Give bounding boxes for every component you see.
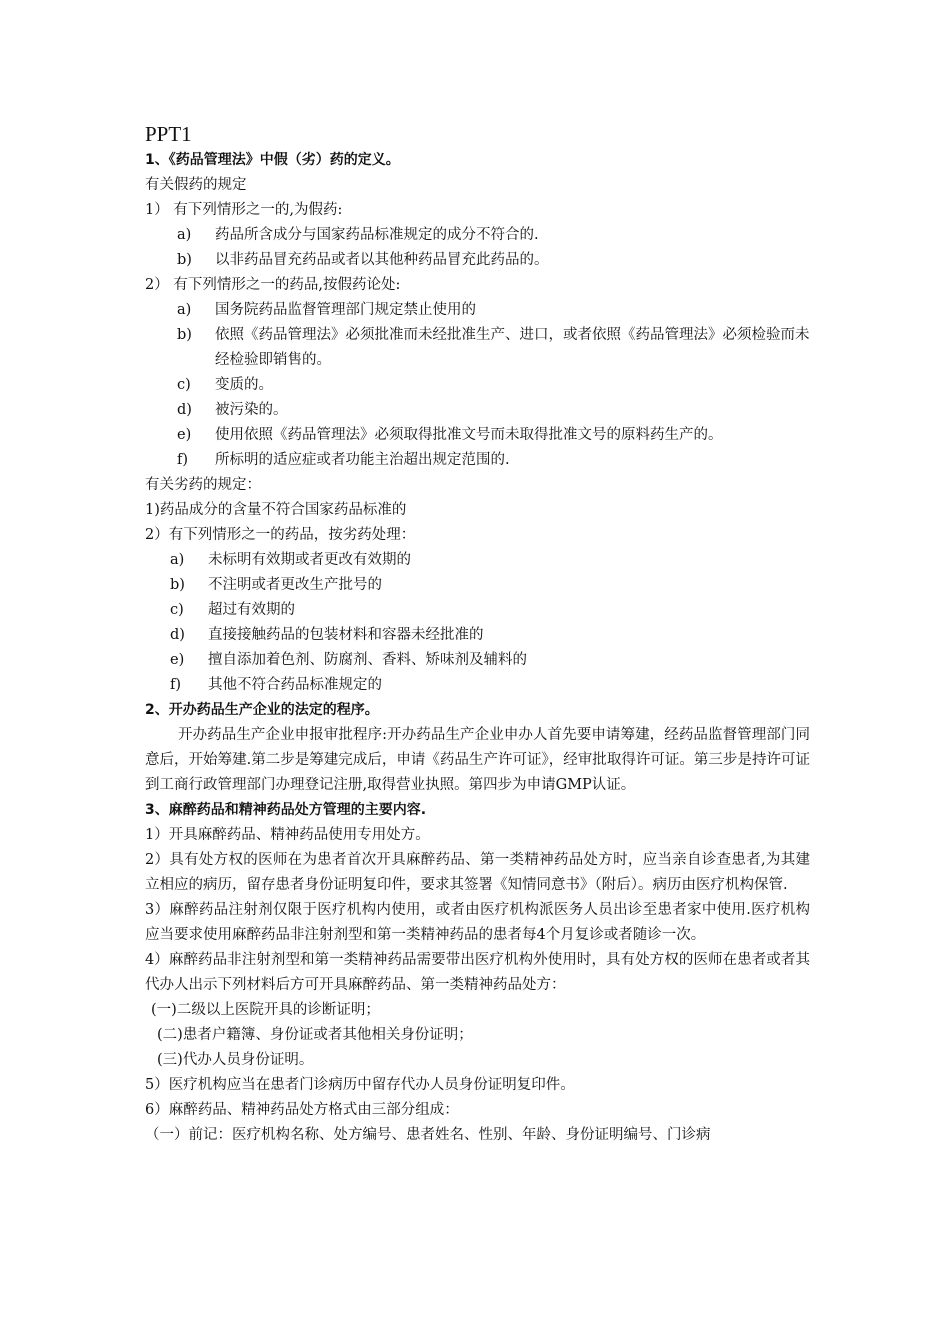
list-item-label: b): [177, 327, 192, 343]
list-item: [177, 398, 810, 423]
list-item: [170, 598, 810, 623]
section-2-heading: 2、开办药品生产企业的法定的程序。: [145, 702, 379, 718]
list-item-text: 超过有效期的: [208, 602, 295, 618]
list-item: [170, 648, 810, 673]
list-item-text: 未标明有效期或者更改有效期的: [208, 552, 411, 568]
list-item-label: c): [170, 602, 184, 618]
section-3-item-4-sub-3: (三)代办人员身份证明。: [157, 1052, 314, 1068]
inferior-drug-rule-2: 2）有下列情形之一的药品，按劣药处理：: [145, 527, 416, 543]
list-item-label: a): [177, 302, 192, 318]
list-item-text: 被污染的。: [215, 402, 288, 418]
section-2-body: 开办药品生产企业申报审批程序:开办药品生产企业申办人首先要申请筹建，经药品监督管理部门同意后，开始筹建.第二步是筹建完成后，申请《药品生产许可证》，经审批取得许可证。第三步是持许可证到工商行政管理部门办理登记注册,取得营业执照。第四步为申请GMP认证。: [145, 727, 810, 793]
list-item-label: f): [177, 452, 189, 468]
list-item-text: 直接接触药品的包装材料和容器未经批准的: [208, 627, 484, 643]
section-3-heading: 3、麻醉药品和精神药品处方管理的主要内容.: [145, 802, 427, 818]
list-item-text: 以非药品冒充药品或者以其他种药品冒充此药品的。: [215, 252, 549, 268]
list-item-label: e): [177, 427, 192, 443]
document-body: [145, 120, 810, 1148]
inferior-drug-rule-2-list: [145, 548, 810, 698]
list-item: [177, 423, 810, 448]
inferior-drug-intro: 有关劣药的规定：: [145, 477, 261, 493]
list-item-text: 依照《药品管理法》必须批准而未经批准生产、进口，或者依照《药品管理法》必须检验而未经检验即销售的。: [215, 327, 810, 368]
list-item: [170, 548, 810, 573]
list-item: [177, 323, 810, 373]
section-3-item-2: 2）具有处方权的医师在为患者首次开具麻醉药品、第一类精神药品处方时，应当亲自诊查患者,为其建立相应的病历，留存患者身份证明复印件，要求其签署《知情同意书》（附后）。病历由医疗机构保管.: [145, 852, 810, 893]
list-item: [170, 623, 810, 648]
fake-drug-rule-1-list: [145, 223, 810, 273]
document-title: PPT1: [145, 122, 192, 146]
list-item-label: e): [170, 652, 185, 668]
list-item-label: b): [170, 577, 185, 593]
list-item-text: 所标明的适应症或者功能主治超出规定范围的.: [215, 452, 510, 468]
list-item: [177, 373, 810, 398]
list-item-label: f): [170, 677, 182, 693]
section-1-heading: 1、《药品管理法》中假（劣）药的定义。: [145, 152, 400, 168]
list-item: [177, 448, 810, 473]
fake-drug-rule-2: 2） 有下列情形之一的药品,按假药论处:: [145, 277, 401, 293]
list-item-text: 擅自添加着色剂、防腐剂、香料、矫味剂及辅料的: [208, 652, 527, 668]
list-item-label: c): [177, 377, 191, 393]
section-3-item-6: 6）麻醉药品、精神药品处方格式由三部分组成：: [145, 1102, 459, 1118]
list-item-label: d): [170, 627, 185, 643]
list-item-label: d): [177, 402, 192, 418]
list-item-text: 国务院药品监督管理部门规定禁止使用的: [215, 302, 476, 318]
list-item-label: b): [177, 252, 192, 268]
section-3-item-3: 3）麻醉药品注射剂仅限于医疗机构内使用，或者由医疗机构派医务人员出诊至患者家中使用.医疗机构应当要求使用麻醉药品非注射剂型和第一类精神药品的患者每4个月复诊或者随诊一次。: [145, 902, 810, 943]
section-3-item-4: 4）麻醉药品非注射剂型和第一类精神药品需要带出医疗机构外使用时，具有处方权的医师在患者或者其代办人出示下列材料后方可开具麻醉药品、第一类精神药品处方：: [145, 952, 810, 993]
list-item-text: 不注明或者更改生产批号的: [208, 577, 382, 593]
section-3-item-6-sub-1: （一）前记：医疗机构名称、处方编号、患者姓名、性别、年龄、身份证明编号、门诊病: [145, 1127, 711, 1143]
list-item: [177, 223, 810, 248]
fake-drug-intro: 有关假药的规定: [145, 177, 247, 193]
list-item: [177, 298, 810, 323]
list-item-label: a): [177, 227, 192, 243]
section-3-item-5: 5）医疗机构应当在患者门诊病历中留存代办人员身份证明复印件。: [145, 1077, 575, 1093]
section-3-item-4-sub-2: (二)患者户籍簿、身份证或者其他相关身份证明；: [157, 1027, 473, 1043]
list-item-label: a): [170, 552, 185, 568]
fake-drug-rule-1: 1） 有下列情形之一的,为假药:: [145, 202, 343, 218]
list-item: [170, 573, 810, 598]
section-3-item-1: 1）开具麻醉药品、精神药品使用专用处方。: [145, 827, 430, 843]
list-item-text: 药品所含成分与国家药品标准规定的成分不符合的.: [215, 227, 539, 243]
inferior-drug-rule-1: 1)药品成分的含量不符合国家药品标准的: [145, 502, 407, 518]
fake-drug-rule-2-list: [145, 298, 810, 473]
list-item-text: 使用依照《药品管理法》必须取得批准文号而未取得批准文号的原料药生产的。: [215, 427, 723, 443]
list-item: [177, 248, 810, 273]
list-item-text: 变质的。: [215, 377, 273, 393]
list-item: [170, 673, 810, 698]
section-3-item-4-sub-1: (一)二级以上医院开具的诊断证明；: [151, 1002, 380, 1018]
list-item-text: 其他不符合药品标准规定的: [208, 677, 382, 693]
